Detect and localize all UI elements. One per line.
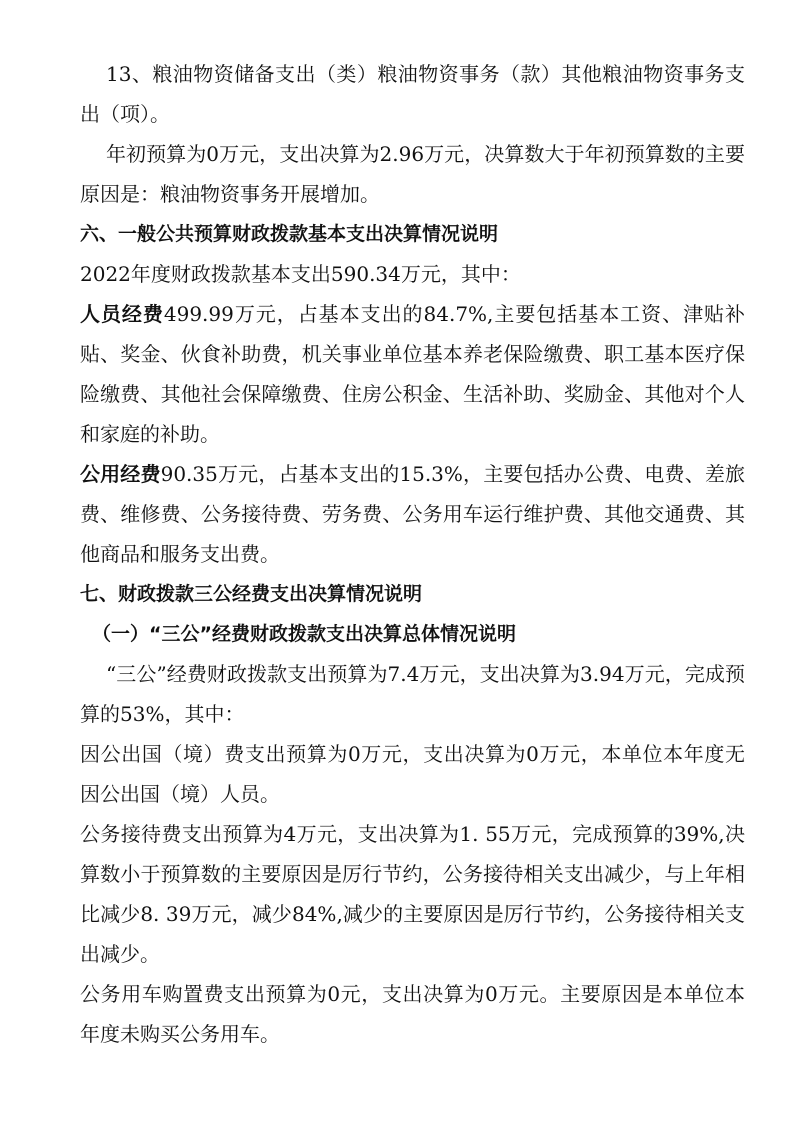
public-body: 90.35万元，占基本支出的15.3%，主要包括办公费、电费、差旅费、维修费、公务接待费、劳务费、公务用车运行维护费、其他交通费、其他商品和服务支出费。 [80,462,746,566]
abroad-paragraph: 因公出国（境）费支出预算为0万元，支出决算为0万元，本单位本年度无因公出国（境）人员。 [80,742,745,806]
public-label: 公用经费 [80,462,161,486]
sub1-heading: （一）“三公”经费财政拨款支出决算总体情况说明 [92,623,516,645]
personnel-body: 499.99万元，占基本支出的84.7%,主要包括基本工资、津贴补贴、奖金、伙食补助费，机关事业单位基本养老保险缴费、职工基本医疗保险缴费、其他社会保障缴费、住房公积金、生活补助、奖励金、其他对个人和家庭的补助。 [80,302,746,446]
sub1-body: “三公”经费财政拨款支出预算为7.4万元，支出决算为3.94万元，完成预算的53%，其中： [80,662,745,726]
personnel-paragraph [80,294,745,454]
item13-body: 年初预算为0万元，支出决算为2.96万元，决算数大于年初预算数的主要原因是：粮油物资事务开展增加。 [80,142,745,206]
section7-heading: 七、财政拨款三公经费支出决算情况说明 [80,583,423,605]
personnel-label: 人员经费 [80,302,164,326]
public-paragraph [80,454,745,574]
vehicle-paragraph: 公务用车购置费支出预算为0元，支出决算为0万元。主要原因是本单位本年度未购买公务用车。 [80,982,745,1046]
section6-intro: 2022年度财政拨款基本支出590.34万元，其中： [80,262,521,286]
section6-heading: 六、一般公共预算财政拨款基本支出决算情况说明 [80,223,499,245]
item13-title: 13、粮油物资储备支出（类）粮油物资事务（款）其他粮油物资事务支出（项）。 [80,62,745,126]
reception-paragraph: 公务接待费支出预算为4万元，支出决算为1. 55万元，完成预算的39%,决算数小于预算数的主要原因是厉行节约，公务接待相关支出减少，与上年相比减少8. 39万元，减少84%,减少的主要原因是厉行节约，公务接待相关支出减少。 [80,822,745,966]
